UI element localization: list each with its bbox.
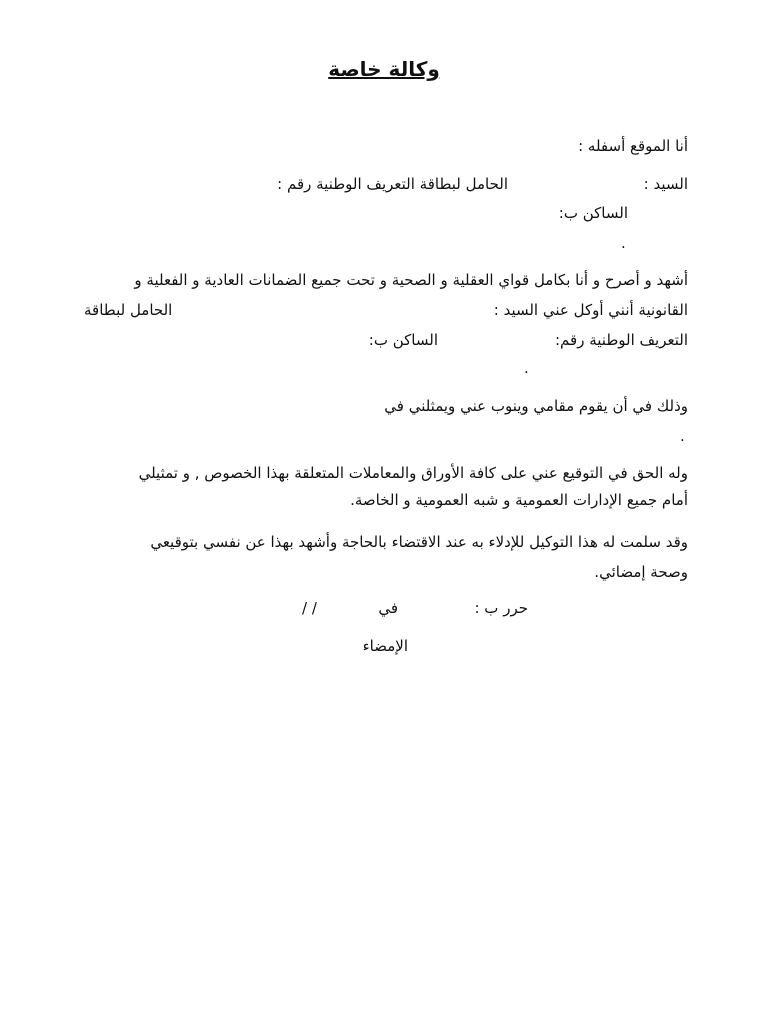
declaration-line-1: أشهد و أصرح و أنا بكامل قواي العقلية و الصحية و تحت جميع الضمانات العادية و الفعلية و xyxy=(134,271,688,289)
signer-intro: أنا الموقع أسفله : xyxy=(578,137,688,155)
declaration-line-2b: الحامل لبطاقة xyxy=(84,301,173,319)
date-in-label: في xyxy=(378,599,398,617)
declaration-line-3a: التعريف الوطنية رقم: xyxy=(555,331,688,349)
mister-label: السيد : xyxy=(643,175,688,193)
declaration-line-3b: الساكن ب: xyxy=(368,331,438,349)
mandate-line: وذلك في أن يقوم مقامي وينوب عني ويمثلني في xyxy=(384,397,688,415)
blank-dot: . xyxy=(621,234,626,252)
declaration-line-2a: القانونية أنني أوكل عني السيد : xyxy=(493,301,688,319)
document-title: وكالة خاصة xyxy=(328,57,440,81)
id-holder-label: الحامل لبطاقة التعريف الوطنية رقم : xyxy=(277,175,508,193)
rights-line-1: وله الحق في التوقيع عني على كافة الأوراق والمعاملات المتعلقة بهذا الخصوص , و تمثيلي xyxy=(138,464,688,482)
declaration-dot: . xyxy=(524,359,529,377)
resident-label: الساكن ب: xyxy=(558,204,628,222)
date-slashes: / / xyxy=(302,599,317,617)
signature-label: الإمضاء xyxy=(362,637,408,655)
rights-line-2: أمام جميع الإدارات العمومية و شبه العمومية و الخاصة. xyxy=(350,491,688,509)
handover-line-2: وصحة إمضائي. xyxy=(594,563,688,581)
handover-line-1: وقد سلمت له هذا التوكيل للإدلاء به عند الاقتضاء بالحاجة وأشهد بهذا عن نفسي بتوقيعي xyxy=(150,533,688,551)
mandate-dot: . xyxy=(680,427,685,445)
written-at-label: حرر ب : xyxy=(474,599,528,617)
